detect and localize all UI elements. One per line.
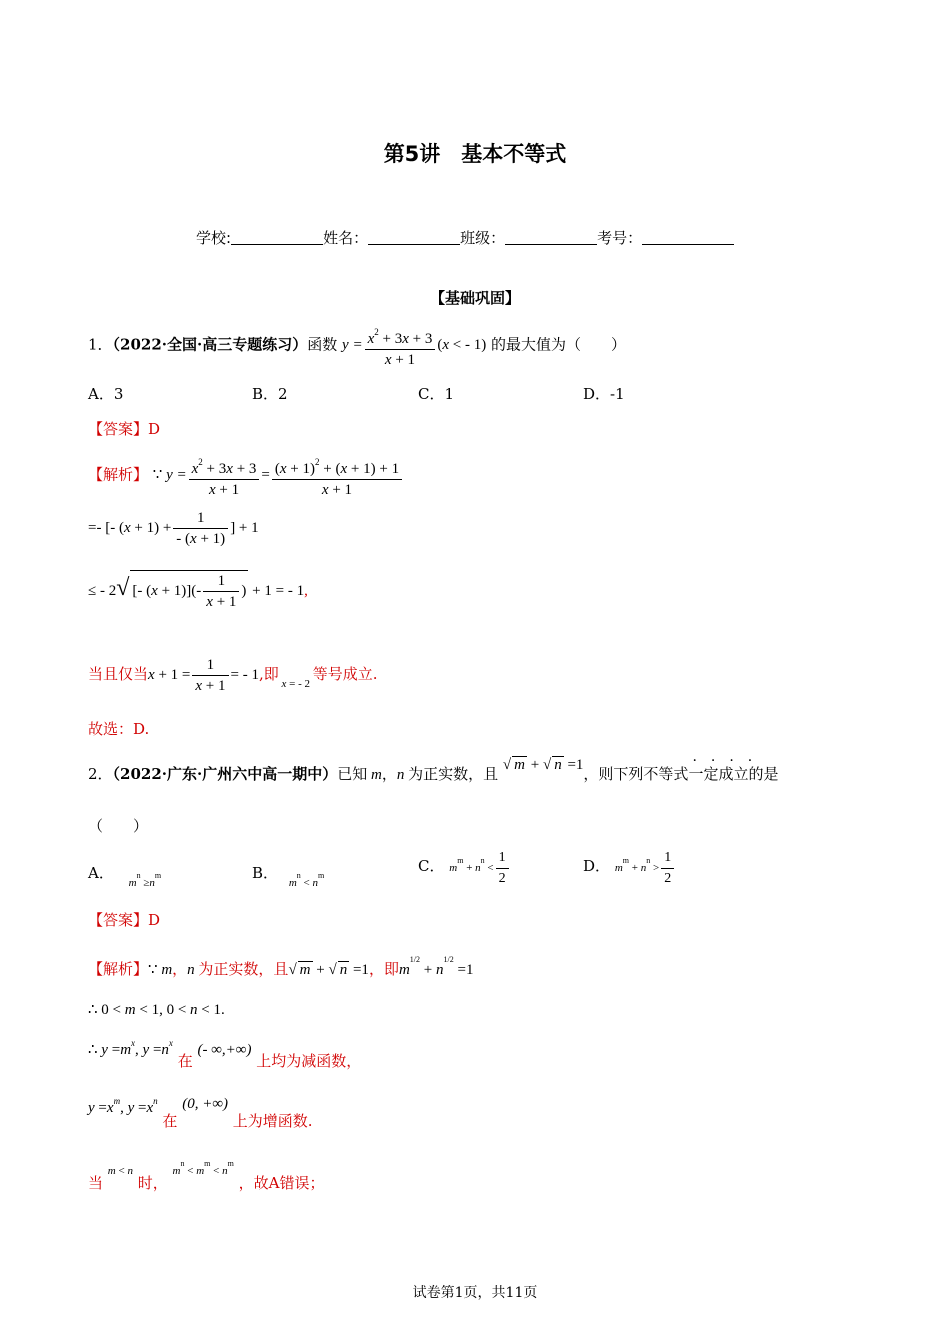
analysis-label: 【解析】 [88,465,149,484]
q2-option-c[interactable]: C． $m^m + n^n$ < $\frac{1}{2}$ [418,848,511,889]
analysis-formula: ∵ y = $\frac{x^2 + 3x + 3}{x + 1}$ = $\frac{(x + 1)^2 + (x + 1) + 1}{x + 1}$ [153,467,404,483]
stem-condition: √ m + √ n =1 [502,757,584,773]
q1-equality-line: 当且仅当x + 1 = $\frac{1}{x + 1}$ = - 1,即 $_{x = - 2}$ 等号成立. [88,657,378,694]
answer-label: 【答案】 [88,911,149,929]
q2-answer [88,909,160,930]
stem-text: 已知 [337,765,368,783]
name-blank[interactable] [368,230,460,245]
answer-label: 【答案】 [88,420,149,438]
q1-conclusion: 故选：D. [88,720,150,738]
q2-analysis-line4: $y =x^m$, $y =x^n$ 在 (0, +∞) 上为增函数. [88,1096,313,1130]
q1-analysis-line1 [88,452,404,500]
question-2-stem: 2．（2022·广东·广州六中高一期中）已知 m，n 为正实数，且 √ m + √ n =1，则下列不等式 ···· 一定成立的是 [88,753,779,783]
question-2-paren: （ ） [88,817,149,835]
q1-option-c[interactable]: C．1 [418,385,455,403]
stem-emphasis: 一定成立 [688,765,749,783]
q2-analysis-line5: 当 m < n 时， $m^n < m^m < n^m$ ，故A错误； [88,1159,325,1192]
answer-value: D [148,911,161,929]
question-1-stem [88,322,626,370]
class-label: 班级： [460,229,506,247]
function-formula: y = $\frac{x^2 + 3x + 3}{x + 1}$ (x < - 1) [342,337,486,353]
answer-value: D [148,420,161,438]
class-blank[interactable] [505,230,597,245]
number-blank[interactable] [642,230,734,245]
q1-analysis-line3: ≤ - 2√ [- (x + 1)](- $\frac{1}{x + 1}$ ) + 1 = - 1, [88,570,308,612]
name-label: 姓名： [323,229,369,247]
school-label: 学校: [196,229,232,247]
stem-text-c: 的是 [748,765,779,783]
option-label: A． [88,864,114,882]
q2-option-d[interactable]: D． $m^m + n^n$ > $\frac{1}{2}$ [583,848,676,889]
question-source: （2022·全国·高三专题练习） [112,335,308,354]
student-info-line [196,227,734,248]
q1-analysis-line2: =- [- (x + 1) + $\frac{1}{- (x + 1)}$ ] + 1 [88,510,259,547]
q2-option-a[interactable]: A． $_{m^n \ge n^m}$ [88,864,162,889]
stem-text: 函数 [307,335,338,354]
option-label: B． [252,864,279,882]
number-label: 考号： [597,229,643,247]
analysis-label: 【解析】 [88,960,149,978]
q2-analysis-line1: 【解析】∵ m，n 为正实数，且√ m + √ n =1，即$m^{1/2} + n^{1/2} =1$ [88,955,474,978]
stem-text-mid: 为正实数，且 [408,765,499,783]
section-heading: 【基础巩固】 [429,289,520,307]
q2-option-b[interactable]: B． $_{m^n < n^m}$ [252,864,325,889]
analysis-text-4: 上为增函数. [232,1112,313,1130]
analysis-text-2: ，即 [368,960,399,978]
q1-option-b[interactable]: B．2 [252,385,288,403]
question-source: （2022·广东·广州六中高一期中） [112,765,338,783]
question-number: 2． [88,765,113,783]
stem-text-a: ，则下列不等式 [583,765,689,783]
analysis-time: 时， [137,1174,168,1192]
q2-analysis-line2: ∴ 0 < m < 1, 0 < n < 1. [88,1002,225,1018]
school-blank[interactable] [231,230,323,245]
page-footer: 试卷第1页，共11页 [412,1285,538,1301]
q2-analysis-line3: ∴ $y =m^x$, $y =n^x$ 在 (- ∞,+∞) 上均为减函数， [88,1038,362,1070]
q1-option-d[interactable]: D．-1 [583,385,625,403]
equality-text-end: 等号成立. [312,664,378,683]
option-label: C． [418,857,445,876]
analysis-text-5: ，故A错误； [238,1174,325,1192]
stem-text-end: 的最大值为（ ） [491,335,627,354]
equality-text-mid: ,即 [258,664,279,683]
question-number: 1． [88,335,113,354]
q1-option-a[interactable]: A．3 [88,385,124,403]
analysis-when: 当 [88,1174,104,1192]
analysis-in: 在 [177,1052,193,1070]
equality-text: 当且仅当 [88,664,149,683]
page-title: 第5讲 基本不等式 [383,142,567,166]
q1-answer [88,418,160,439]
option-label: D． [583,857,611,876]
analysis-text-3: 上均为减函数， [256,1052,362,1070]
analysis-text: 为正实数，且 [198,960,289,978]
analysis-in: 在 [162,1112,178,1130]
